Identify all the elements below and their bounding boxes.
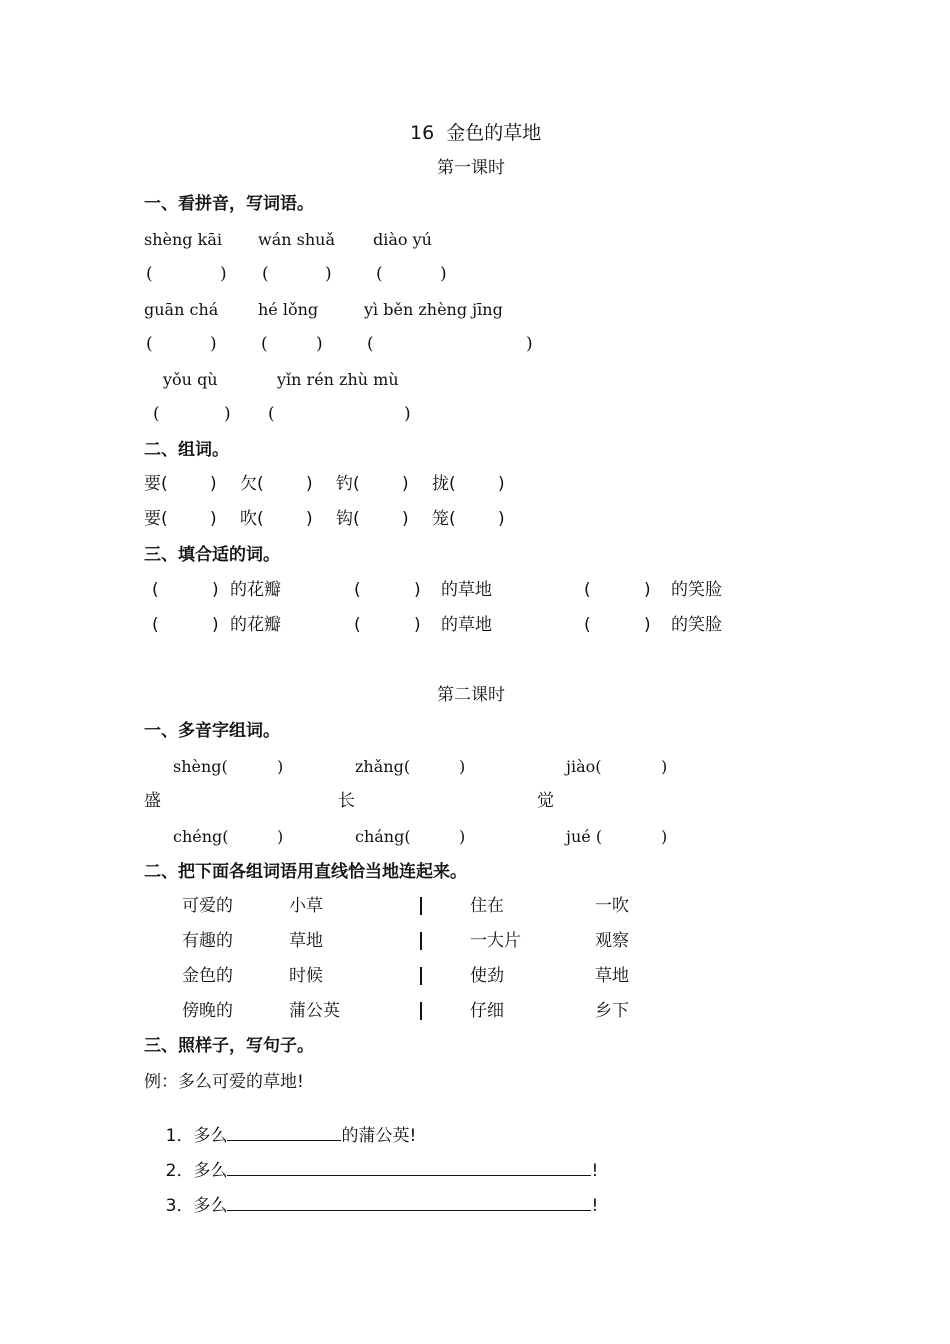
- paren-close: ): [661, 827, 668, 846]
- fill-caodi: 的草地: [441, 580, 492, 600]
- char-jue: 觉: [537, 791, 554, 811]
- answer-blank[interactable]: [227, 1126, 341, 1141]
- paren-open: (: [354, 615, 361, 635]
- match-word: 草地: [595, 966, 629, 986]
- lesson1-label: 第一课时: [437, 158, 505, 178]
- paren-close: ): [210, 474, 217, 494]
- match-word: 乡下: [595, 1001, 629, 1021]
- pinyin-wanshua: wán shuǎ: [258, 230, 335, 249]
- polyphone-zhang: zhǎng(: [355, 757, 411, 776]
- sentence-1-prefix: 1．多么: [165, 1126, 228, 1146]
- sentence-2-prefix: 2．多么: [165, 1161, 228, 1181]
- column-divider: [420, 932, 422, 950]
- zuci-chui: 吹(: [240, 509, 264, 529]
- paren-open: (: [367, 334, 374, 354]
- match-word: 使劲: [470, 966, 504, 986]
- paren-open: (: [153, 404, 160, 424]
- l2-sec1-heading: 一、多音字组词。: [144, 721, 280, 741]
- paren-close: ): [277, 827, 284, 846]
- answer-blank[interactable]: [227, 1196, 591, 1211]
- match-word: 一吹: [595, 896, 629, 916]
- paren-close: ): [210, 334, 217, 354]
- paren-close: ): [210, 509, 217, 529]
- paren-close: ): [644, 580, 651, 600]
- fill-huaban: 的花瓣: [230, 615, 281, 635]
- pinyin-shengkai: shèng kāi: [144, 230, 222, 249]
- pinyin-yibenzhengjing: yì běn zhèng jīng: [364, 300, 503, 319]
- char-sheng: 盛: [144, 791, 161, 811]
- polyphone-cheng: chéng(: [173, 827, 229, 846]
- polyphone-chang: cháng(: [355, 827, 411, 846]
- l2-sec3-heading: 三、照样子，写句子。: [144, 1036, 314, 1056]
- paren-open: (: [152, 580, 159, 600]
- paren-close: ): [661, 757, 668, 776]
- sentence-2-suffix: !: [591, 1161, 599, 1181]
- page-title: 16 金色的草地: [410, 122, 542, 144]
- paren-close: ): [498, 509, 505, 529]
- match-word: 一大片: [470, 931, 521, 951]
- pinyin-diaoyu: diào yú: [373, 230, 432, 249]
- zuci-long: 拢(: [432, 474, 456, 494]
- match-word: 有趣的: [182, 931, 233, 951]
- paren-open: (: [146, 334, 153, 354]
- paren-open: (: [354, 580, 361, 600]
- sentence-3: [144, 1179, 598, 1232]
- column-divider: [420, 1002, 422, 1020]
- paren-close: ): [404, 404, 411, 424]
- paren-open: (: [584, 580, 591, 600]
- zuci-qian: 欠(: [240, 474, 264, 494]
- paren-close: ): [212, 615, 219, 635]
- example-sentence: 例：多么可爱的草地!: [144, 1072, 304, 1092]
- fill-huaban: 的花瓣: [230, 580, 281, 600]
- paren-close: ): [526, 334, 533, 354]
- paren-close: ): [277, 757, 284, 776]
- polyphone-jue: jué (: [566, 827, 603, 846]
- paren-close: ): [440, 264, 447, 284]
- paren-open: (: [268, 404, 275, 424]
- paren-close: ): [414, 615, 421, 635]
- lesson2-label: 第二课时: [437, 685, 505, 705]
- l2-sec2-heading: 二、把下面各组词语用直线恰当地连起来。: [144, 862, 467, 882]
- paren-close: ): [402, 509, 409, 529]
- match-word: 草地: [289, 931, 323, 951]
- paren-close: ): [306, 509, 313, 529]
- l1-sec2-heading: 二、组词。: [144, 440, 229, 460]
- sentence-3-prefix: 3．多么: [165, 1196, 228, 1216]
- polyphone-sheng: shèng(: [173, 757, 228, 776]
- paren-close: ): [220, 264, 227, 284]
- paren-close: ): [316, 334, 323, 354]
- paren-close: ): [644, 615, 651, 635]
- zuci-diao: 钓(: [336, 474, 360, 494]
- match-word: 可爱的: [182, 896, 233, 916]
- pinyin-helong: hé lǒng: [258, 300, 319, 319]
- zuci-yao: 要(: [144, 474, 168, 494]
- column-divider: [420, 897, 422, 915]
- paren-open: (: [261, 334, 268, 354]
- paren-open: (: [152, 615, 159, 635]
- paren-close: ): [414, 580, 421, 600]
- fill-caodi: 的草地: [441, 615, 492, 635]
- l1-sec3-heading: 三、填合适的词。: [144, 545, 280, 565]
- answer-blank[interactable]: [227, 1161, 591, 1176]
- match-word: 时候: [289, 966, 323, 986]
- paren-close: ): [459, 827, 466, 846]
- pinyin-youqu: yǒu qù: [163, 370, 218, 389]
- zuci-long2: 笼(: [432, 509, 456, 529]
- zuci-gou: 钩(: [336, 509, 360, 529]
- fill-xiaolian: 的笑脸: [671, 615, 722, 635]
- paren-close: ): [402, 474, 409, 494]
- zuci-yao2: 要(: [144, 509, 168, 529]
- paren-open: (: [376, 264, 383, 284]
- paren-close: ): [459, 757, 466, 776]
- match-word: 蒲公英: [289, 1001, 340, 1021]
- polyphone-jiao: jiào(: [566, 757, 602, 776]
- match-word: 观察: [595, 931, 629, 951]
- column-divider: [420, 967, 422, 985]
- paren-close: ): [306, 474, 313, 494]
- match-word: 傍晚的: [182, 1001, 233, 1021]
- char-zhang: 长: [338, 791, 355, 811]
- fill-xiaolian: 的笑脸: [671, 580, 722, 600]
- paren-close: ): [498, 474, 505, 494]
- match-word: 金色的: [182, 966, 233, 986]
- sentence-3-suffix: !: [591, 1196, 599, 1216]
- paren-close: ): [212, 580, 219, 600]
- match-word: 仔细: [470, 1001, 504, 1021]
- match-word: 住在: [470, 896, 504, 916]
- paren-close: ): [224, 404, 231, 424]
- sentence-1-suffix: 的蒲公英!: [341, 1126, 417, 1146]
- match-word: 小草: [289, 896, 323, 916]
- paren-open: (: [584, 615, 591, 635]
- paren-open: (: [262, 264, 269, 284]
- pinyin-guancha: guān chá: [144, 300, 219, 319]
- l1-sec1-heading: 一、看拼音，写词语。: [144, 194, 314, 214]
- paren-open: (: [146, 264, 153, 284]
- paren-close: ): [325, 264, 332, 284]
- pinyin-yinrenzhumu: yǐn rén zhù mù: [277, 370, 399, 389]
